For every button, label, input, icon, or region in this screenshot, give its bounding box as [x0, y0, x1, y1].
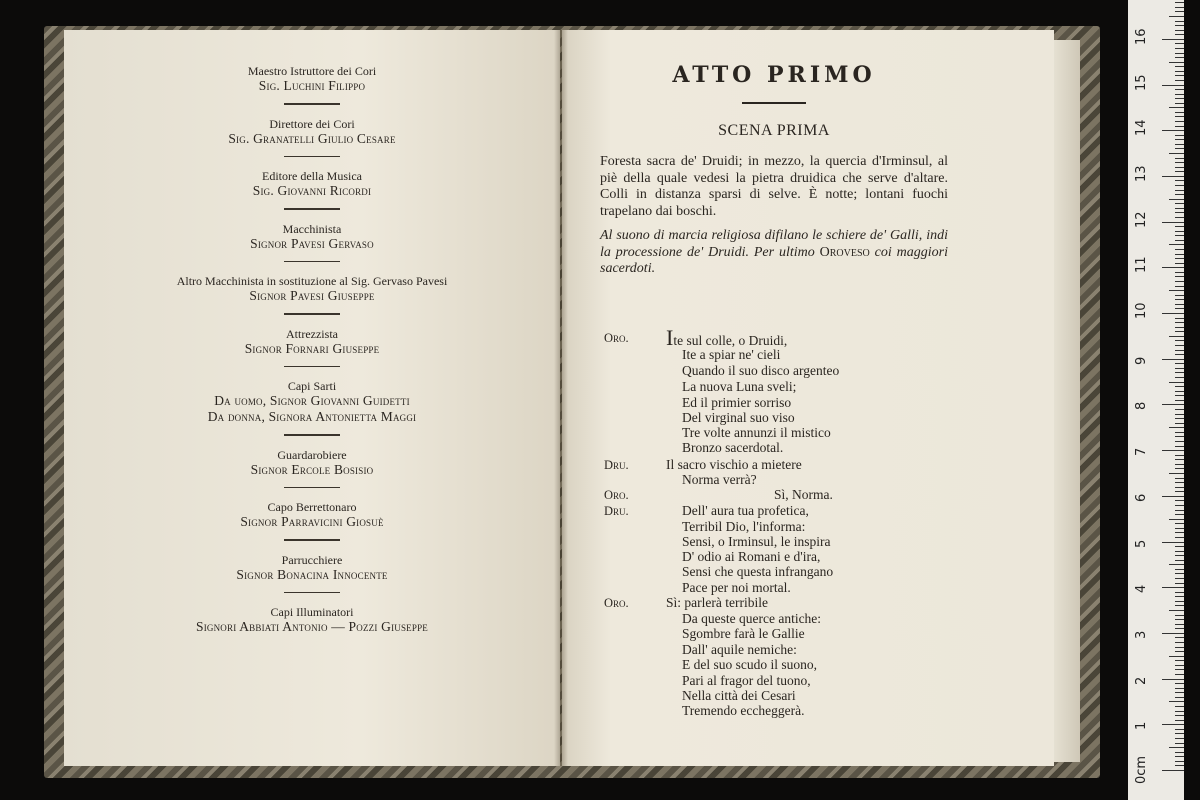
- credit-entry: [64, 553, 560, 594]
- ruler-tick: [1162, 267, 1184, 268]
- stage-direction-character: Oroveso: [819, 244, 870, 260]
- ruler-tick: [1175, 510, 1184, 511]
- verse-line: [604, 487, 934, 503]
- credit-role: Parrucchiere: [281, 552, 343, 567]
- verse-line: [604, 457, 934, 473]
- ruler-tick: [1169, 564, 1184, 565]
- credit-role: Direttore dei Cori: [269, 116, 355, 131]
- verse-text: Sgombre farà le Gallie: [682, 626, 805, 641]
- ruler-tick: [1175, 308, 1184, 309]
- ruler-tick: [1162, 770, 1184, 771]
- ruler-tick: [1175, 729, 1184, 730]
- ruler-tick: [1162, 404, 1184, 405]
- ruler-tick: [1175, 116, 1184, 117]
- ruler-tick: [1175, 409, 1184, 410]
- ruler-tick: [1175, 482, 1184, 483]
- ruler-tick: [1175, 651, 1184, 652]
- verse-line: [604, 325, 934, 350]
- ruler-tick: [1175, 765, 1184, 766]
- ruler-tick: [1175, 720, 1184, 721]
- ruler-tick: [1175, 619, 1184, 620]
- ruler-tick: [1175, 112, 1184, 113]
- verse-text: Tre volte annunzi il mistico: [682, 425, 831, 440]
- ruler-tick: [1175, 144, 1184, 145]
- ruler-tick: [1175, 528, 1184, 529]
- ruler-tick: [1175, 263, 1184, 264]
- ruler-tick: [1162, 679, 1184, 680]
- ruler-label: 16: [1134, 28, 1149, 45]
- ruler-tick: [1175, 601, 1184, 602]
- ruler-tick: [1175, 468, 1184, 469]
- ruler-tick: [1169, 107, 1184, 108]
- ruler-tick: [1169, 382, 1184, 383]
- verse-text: Dall' aquile nemiche:: [682, 642, 797, 657]
- stage-direction-text: coi maggiori sacerdoti.: [600, 244, 948, 276]
- ruler-tick: [1175, 505, 1184, 506]
- verse-line: [604, 703, 934, 719]
- verse-text: Terribil Dio, l'informa:: [682, 519, 806, 534]
- verse-line: [604, 440, 934, 456]
- stage-direction: [600, 228, 948, 278]
- ruler-tick: [1175, 665, 1184, 666]
- ruler-tick: [1175, 478, 1184, 479]
- ruler-tick: [1175, 327, 1184, 328]
- ruler-tick: [1175, 217, 1184, 218]
- ruler-tick: [1175, 711, 1184, 712]
- separator-rule: [284, 434, 340, 436]
- credit-entry: [64, 327, 560, 368]
- ruler-tick: [1175, 605, 1184, 606]
- separator-rule: [284, 261, 340, 263]
- ruler-tick: [1175, 647, 1184, 648]
- ruler-tick: [1175, 615, 1184, 616]
- ruler-tick: [1162, 222, 1184, 223]
- ruler-tick: [1175, 446, 1184, 447]
- ruler-tick: [1175, 121, 1184, 122]
- ruler-tick: [1175, 139, 1184, 140]
- ruler-tick: [1175, 464, 1184, 465]
- ruler-tick: [1175, 231, 1184, 232]
- credit-name: Signor Parravicini Giosuè: [240, 514, 384, 529]
- ruler-tick: [1169, 199, 1184, 200]
- credit-entry: [64, 117, 560, 158]
- ruler-tick: [1175, 322, 1184, 323]
- stage-direction-text: Al suono di marcia religiosa difilano le schiere de' Galli, indi la processione de' Druidi. Per ultimo: [600, 228, 948, 260]
- ruler-tick: [1175, 706, 1184, 707]
- speaker-label: Dru.: [604, 458, 629, 472]
- ruler-tick: [1169, 656, 1184, 657]
- credit-name: Signor Ercole Bosisio: [250, 461, 374, 477]
- verse-text: Sensi, o Irminsul, le inspira: [682, 534, 831, 549]
- ruler-tick: [1175, 286, 1184, 287]
- ruler-tick: [1175, 683, 1184, 684]
- credit-role: Guardarobiere: [277, 447, 347, 462]
- credit-role: Macchinista: [282, 221, 342, 236]
- ruler-tick: [1175, 436, 1184, 437]
- ruler-tick: [1175, 738, 1184, 739]
- ruler-tick: [1162, 450, 1184, 451]
- credit-name: Signori Abbiati Antonio — Pozzi Giuseppe: [196, 619, 428, 634]
- verse-line: [604, 534, 934, 550]
- speaker-label: Oro.: [604, 488, 629, 502]
- ruler-tick: [1175, 391, 1184, 392]
- ruler-tick: [1175, 660, 1184, 661]
- ruler-label: 6: [1134, 493, 1149, 502]
- verse-line: [604, 472, 934, 488]
- ruler-tick: [1175, 400, 1184, 401]
- ruler-tick: [1169, 16, 1184, 17]
- ruler-tick: [1169, 62, 1184, 63]
- verse-line: [604, 395, 934, 411]
- ruler-tick: [1175, 57, 1184, 58]
- verse-line: [604, 549, 934, 565]
- credit-name: Sig. Giovanni Ricordi: [252, 183, 372, 198]
- ruler-tick: [1175, 190, 1184, 191]
- ruler-tick: [1175, 432, 1184, 433]
- ruler-label: 8: [1134, 402, 1149, 411]
- verse-text: Sì, Norma.: [774, 487, 833, 502]
- verse-text: Nella città dei Cesari: [682, 688, 796, 703]
- ruler-tick: [1175, 2, 1184, 3]
- credit-name: Da uomo, Signor Giovanni Guidetti: [214, 393, 410, 408]
- ruler-tick: [1175, 158, 1184, 159]
- verse-text: Bronzo sacerdotal.: [682, 440, 784, 455]
- ruler-tick: [1175, 148, 1184, 149]
- credit-role: Capi Illuminatori: [270, 605, 354, 619]
- ruler-tick: [1175, 103, 1184, 104]
- ruler-label: 12: [1134, 211, 1149, 228]
- separator-rule: [284, 208, 340, 210]
- ruler-tick: [1169, 244, 1184, 245]
- separator-rule: [284, 539, 340, 541]
- verse-line: [604, 657, 934, 673]
- ruler-tick: [1175, 21, 1184, 22]
- ruler-tick: [1175, 743, 1184, 744]
- ruler-tick: [1175, 94, 1184, 95]
- ruler-tick: [1175, 500, 1184, 501]
- separator-rule: [284, 487, 340, 489]
- ruler-tick: [1175, 414, 1184, 415]
- credit-name: Signor Pavesi Gervaso: [250, 235, 374, 251]
- verse-text: Ite a spiar ne' cieli: [682, 347, 781, 362]
- ruler-tick: [1175, 71, 1184, 72]
- ruler-tick: [1175, 167, 1184, 168]
- page-edge: [1054, 40, 1080, 762]
- separator-rule: [284, 156, 340, 158]
- speaker-label: Dru.: [604, 504, 629, 518]
- ruler-label: 5: [1134, 539, 1149, 548]
- ruler-label: 0cm: [1134, 755, 1149, 784]
- credit-role: Altro Macchinista in sostituzione al Sig. Gervaso Pavesi: [176, 274, 448, 288]
- ruler-tick: [1169, 153, 1184, 154]
- ruler-tick: [1175, 75, 1184, 76]
- verse-text: La nuova Luna sveli;: [682, 379, 797, 394]
- ruler-tick: [1175, 628, 1184, 629]
- ruler-tick: [1175, 126, 1184, 127]
- ruler-tick: [1175, 624, 1184, 625]
- ruler-tick: [1175, 7, 1184, 8]
- ruler-tick: [1175, 34, 1184, 35]
- verse-text: Quando il suo disco argenteo: [682, 363, 840, 378]
- verse-line: [604, 642, 934, 658]
- ruler-tick: [1175, 30, 1184, 31]
- ruler-tick: [1175, 162, 1184, 163]
- ruler-tick: [1175, 514, 1184, 515]
- speaker-label: Oro.: [604, 596, 629, 610]
- credit-name: Sig. Granatelli Giulio Cesare: [228, 130, 396, 146]
- ruler-tick: [1175, 756, 1184, 757]
- scene-header: [600, 62, 948, 278]
- ruler-tick: [1175, 180, 1184, 181]
- verse-line: [604, 347, 934, 363]
- ruler-tick: [1175, 455, 1184, 456]
- verse-line: [604, 379, 934, 395]
- ruler-tick: [1162, 633, 1184, 634]
- verse-text: Il sacro vischio a mietere: [666, 457, 802, 472]
- verse-text: Sensi che questa infrangano: [682, 564, 834, 579]
- credit-role: Attrezzista: [286, 326, 338, 341]
- ruler-tick: [1175, 80, 1184, 81]
- ruler-tick: [1175, 212, 1184, 213]
- ruler-label: 1: [1134, 722, 1149, 731]
- ruler-label: 4: [1134, 584, 1149, 594]
- ruler-tick: [1175, 254, 1184, 255]
- ruler-tick: [1175, 386, 1184, 387]
- verse-line: [604, 425, 934, 441]
- verse-line: [604, 626, 934, 642]
- ruler-tick: [1175, 340, 1184, 341]
- ruler-tick: [1175, 692, 1184, 693]
- verse-text: Norma verrà?: [682, 472, 757, 487]
- verse-text: D' odio ai Romani e d'ira,: [682, 549, 821, 564]
- verse-text: Sì: parlerà terribile: [666, 595, 768, 610]
- ruler-tick: [1175, 733, 1184, 734]
- ruler-tick: [1175, 578, 1184, 579]
- ruler-tick: [1175, 688, 1184, 689]
- credit-role: Capi Sarti: [287, 379, 337, 393]
- verse-text: Pace per noi mortal.: [682, 580, 791, 595]
- ruler-tick: [1175, 235, 1184, 236]
- ruler-tick: [1175, 299, 1184, 300]
- ruler-label: 3: [1134, 630, 1149, 639]
- ruler-tick: [1162, 130, 1184, 131]
- ruler-tick: [1175, 249, 1184, 250]
- ruler-tick: [1175, 596, 1184, 597]
- ruler-tick: [1162, 496, 1184, 497]
- verse-line: [604, 503, 934, 519]
- ruler-tick: [1169, 701, 1184, 702]
- ruler-tick: [1162, 176, 1184, 177]
- ruler-tick: [1175, 669, 1184, 670]
- ruler-tick: [1175, 642, 1184, 643]
- verse-text: Dell' aura tua profetica,: [682, 503, 809, 518]
- ruler-tick: [1175, 523, 1184, 524]
- credit-entry: [64, 222, 560, 263]
- ruler-tick: [1175, 276, 1184, 277]
- ruler-tick: [1175, 715, 1184, 716]
- ruler-label: 10: [1134, 302, 1149, 319]
- ruler-tick: [1175, 423, 1184, 424]
- speaker-label: Oro.: [604, 331, 629, 345]
- credits-list: [64, 64, 560, 635]
- ruler-tick: [1175, 185, 1184, 186]
- ruler-tick: [1175, 674, 1184, 675]
- scene-setting: Foresta sacra de' Druidi; in mezzo, la quercia d'Irminsul, al piè della quale vedesi la pietra druidica che serve d'altare. Colli in distanza sparsi di selve. È notte; lontani fuochi trapelano dai boschi.: [600, 154, 948, 219]
- ruler-tick: [1175, 551, 1184, 552]
- ruler-tick: [1175, 281, 1184, 282]
- verse-line: [604, 363, 934, 379]
- credit-name: Signor Fornari Giuseppe: [244, 340, 380, 356]
- credit-role: Capo Berrettonaro: [267, 500, 357, 514]
- ruler-tick: [1175, 43, 1184, 44]
- verse-text: Tremendo eccheggerà.: [682, 703, 805, 718]
- verse-line: [604, 688, 934, 704]
- verse-line: [604, 519, 934, 535]
- ruler-tick: [1162, 85, 1184, 86]
- ruler-tick: [1175, 459, 1184, 460]
- ruler-tick: [1169, 290, 1184, 291]
- ruler-tick: [1175, 441, 1184, 442]
- credit-role: Maestro Istruttore dei Cori: [247, 64, 377, 78]
- ruler-tick: [1175, 318, 1184, 319]
- credit-entry: [64, 605, 560, 635]
- separator-rule: [284, 366, 340, 368]
- verse-line: [604, 595, 934, 611]
- ruler-tick: [1175, 53, 1184, 54]
- ruler-tick: [1175, 66, 1184, 67]
- ruler-tick: [1175, 546, 1184, 547]
- credit-name: Signor Pavesi Giuseppe: [249, 288, 375, 303]
- ruler-tick: [1175, 89, 1184, 90]
- credit-entry: [64, 500, 560, 541]
- credit-entry: [64, 274, 560, 315]
- verse-text: Del virginal suo viso: [682, 410, 795, 425]
- ruler-tick: [1175, 304, 1184, 305]
- ruler-tick: [1175, 752, 1184, 753]
- ruler-tick: [1175, 226, 1184, 227]
- ruler-tick: [1175, 573, 1184, 574]
- ruler-tick: [1169, 336, 1184, 337]
- verse-text: Da queste querce antiche:: [682, 611, 822, 626]
- verse-line: [604, 580, 934, 596]
- ruler-tick: [1175, 537, 1184, 538]
- ruler-tick: [1175, 135, 1184, 136]
- credit-name: Da donna, Signora Antonietta Maggi: [207, 409, 417, 424]
- ruler-tick: [1175, 331, 1184, 332]
- separator-rule: [742, 102, 806, 104]
- ruler-tick: [1175, 368, 1184, 369]
- ruler-tick: [1175, 637, 1184, 638]
- ruler-tick: [1175, 363, 1184, 364]
- ruler-tick: [1175, 592, 1184, 593]
- ruler-tick: [1175, 208, 1184, 209]
- ruler-tick: [1175, 295, 1184, 296]
- verse-line: [604, 673, 934, 689]
- ruler-tick: [1175, 555, 1184, 556]
- ruler-label: 14: [1134, 119, 1149, 137]
- verse-line: [604, 611, 934, 627]
- ruler-tick: [1175, 98, 1184, 99]
- ruler-tick: [1175, 583, 1184, 584]
- ruler-tick: [1175, 194, 1184, 195]
- ruler-tick: [1175, 697, 1184, 698]
- ruler-tick: [1162, 313, 1184, 314]
- credit-name: Signor Bonacina Innocente: [236, 566, 388, 582]
- ruler-tick: [1169, 427, 1184, 428]
- ruler-tick: [1175, 350, 1184, 351]
- credit-entry: [64, 64, 560, 105]
- ruler-tick: [1162, 542, 1184, 543]
- ruler-tick: [1175, 372, 1184, 373]
- ruler-label: 9: [1134, 356, 1149, 365]
- verse-line: [604, 564, 934, 580]
- ruler-tick: [1175, 354, 1184, 355]
- ruler-tick: [1175, 487, 1184, 488]
- credit-role: Editore della Musica: [262, 169, 362, 183]
- ruler-label: 2: [1134, 676, 1149, 685]
- ruler-tick: [1169, 519, 1184, 520]
- ruler-tick: [1175, 25, 1184, 26]
- ruler-tick: [1175, 532, 1184, 533]
- drop-cap: I: [666, 325, 674, 350]
- credit-entry: [64, 379, 560, 436]
- ruler-label: 7: [1134, 447, 1149, 457]
- separator-rule: [284, 592, 340, 594]
- credit-entry: [64, 448, 560, 489]
- separator-rule: [284, 313, 340, 315]
- ruler-tick: [1175, 761, 1184, 762]
- ruler-tick: [1162, 587, 1184, 588]
- ruler-tick: [1162, 39, 1184, 40]
- measuring-ruler: [1128, 0, 1184, 800]
- ruler-tick: [1169, 473, 1184, 474]
- ruler-tick: [1175, 203, 1184, 204]
- ruler-label: 15: [1134, 73, 1149, 91]
- ruler-tick: [1175, 258, 1184, 259]
- ruler-tick: [1175, 48, 1184, 49]
- verse-line: [604, 410, 934, 426]
- credit-name: Sig. Luchini Filippo: [258, 78, 366, 93]
- ruler-tick: [1175, 569, 1184, 570]
- ruler-label: 11: [1134, 256, 1149, 274]
- ruler-tick: [1175, 272, 1184, 273]
- ruler-tick: [1169, 610, 1184, 611]
- verse-text: Ite sul colle, o Druidi,: [666, 325, 788, 350]
- ruler-tick: [1175, 345, 1184, 346]
- ruler-tick: [1175, 240, 1184, 241]
- credit-entry: [64, 169, 560, 210]
- separator-rule: [284, 103, 340, 105]
- ruler-tick: [1175, 377, 1184, 378]
- ruler-tick: [1175, 560, 1184, 561]
- verse-text: Ed il primier sorriso: [682, 395, 792, 410]
- scene-title: SCENA PRIMA: [718, 122, 830, 139]
- ruler-tick: [1169, 747, 1184, 748]
- verse-text: E del suo scudo il suono,: [682, 657, 817, 672]
- ruler-tick: [1162, 359, 1184, 360]
- ruler-tick: [1175, 395, 1184, 396]
- ruler-tick: [1175, 171, 1184, 172]
- ruler-tick: [1175, 418, 1184, 419]
- ruler-tick: [1175, 491, 1184, 492]
- ruler-label: 13: [1134, 165, 1149, 182]
- act-title: ATTO PRIMO: [672, 62, 876, 88]
- ruler-tick: [1175, 11, 1184, 12]
- ruler-tick: [1162, 724, 1184, 725]
- verse-text: Pari al fragor del tuono,: [682, 673, 811, 688]
